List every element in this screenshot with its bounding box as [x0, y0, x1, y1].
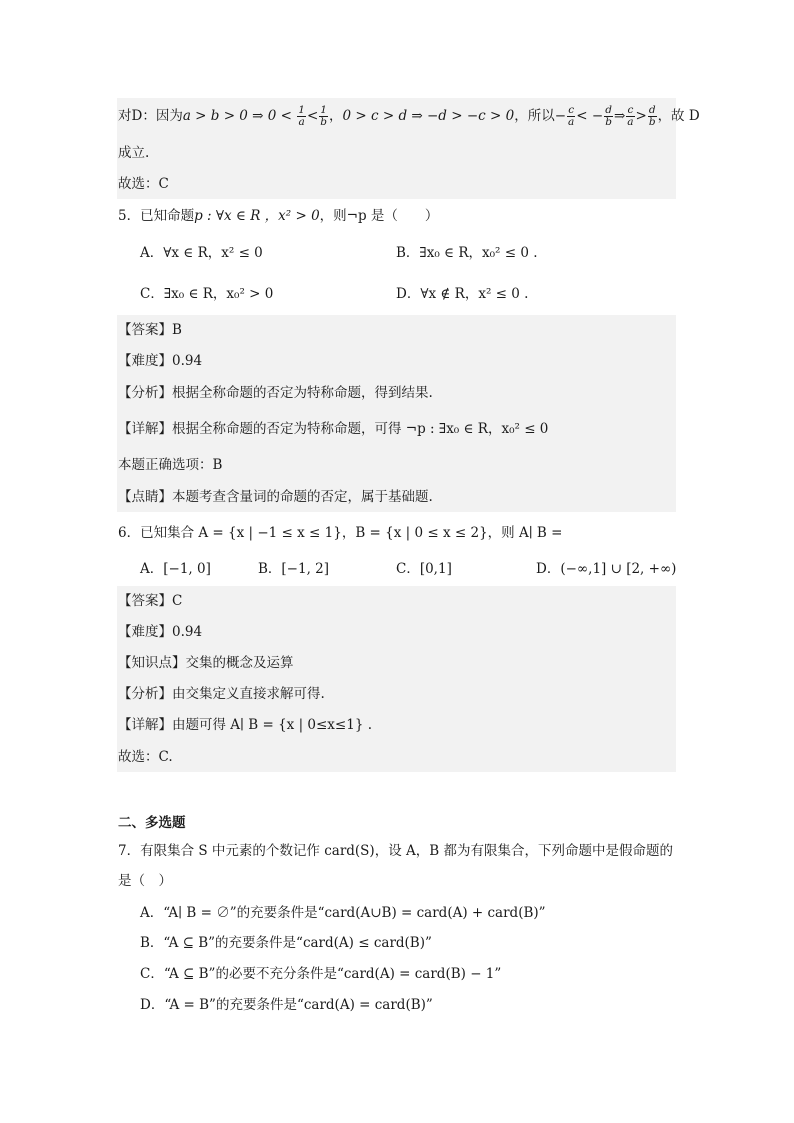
- math-expr: p : ∀x ∈ R ，x² > 0: [194, 208, 320, 224]
- fraction: $\frac{c}{a}$: [627, 104, 634, 128]
- question-7-stem-line2: 是（ ）: [118, 873, 172, 889]
- q7-option-d: D．“A = B”的充要条件是“card(A) = card(B)”: [140, 997, 433, 1013]
- math-expr: 0 > c > d ⇒ −d > −c > 0: [342, 108, 515, 124]
- q5-option-c: C．∃x₀ ∈ R，x₀² > 0: [140, 286, 274, 302]
- math-op: >: [635, 108, 647, 124]
- q6-difficulty: 【难度】0.94: [118, 624, 203, 640]
- text: 5．已知命题: [118, 208, 195, 224]
- text: ，: [329, 108, 343, 124]
- math-op: ⇒: [613, 108, 626, 124]
- fraction: $\frac{1}{b}$: [320, 104, 328, 128]
- text: ，所以: [514, 108, 555, 124]
- solution-line-d: [118, 105, 700, 128]
- question-7-stem-line1: 7．有限集合 S 中元素的个数记作 card(S)，设 A，B 都为有限集合，下列命题中是假命题的: [118, 843, 673, 859]
- q5-correct-option: 本题正确选项：B: [118, 457, 223, 473]
- q6-conclusion: 故选：C.: [118, 749, 173, 765]
- q6-analysis: 【分析】由交集定义直接求解可得.: [118, 686, 325, 702]
- solution-line-2: 成立.: [118, 145, 150, 161]
- q6-option-c: C．[0,1]: [396, 561, 452, 577]
- q5-option-b: B．∃x₀ ∈ R，x₀² ≤ 0 .: [396, 245, 538, 261]
- q6-option-a: A．[−1, 0]: [140, 561, 211, 577]
- q5-solution-block: [117, 315, 676, 512]
- q7-option-b: B．“A ⊆ B”的充要条件是“card(A) ≤ card(B)”: [140, 935, 432, 951]
- math-op: <: [306, 108, 319, 124]
- q6-knowledge-point: 【知识点】交集的概念及运算: [118, 655, 294, 671]
- section-title: 二、多选题: [118, 815, 186, 831]
- q5-difficulty: 【难度】0.94: [118, 353, 203, 369]
- fraction: $\frac{d}{b}$: [648, 104, 656, 128]
- math-expr: a > b > 0 ⇒ 0 <: [182, 108, 292, 124]
- question-5-stem: [118, 206, 438, 226]
- text: ，则¬p 是（ ）: [319, 208, 439, 224]
- fraction: $\frac{d}{b}$: [605, 104, 612, 128]
- q5-comment: 【点睛】本题考查含量词的命题的否定，属于基础题.: [118, 489, 433, 505]
- math-op: < −: [576, 108, 604, 124]
- q6-detail: 【详解】由题可得 A∣ B = {x | 0≤x≤1} .: [118, 717, 372, 733]
- q5-analysis: 【分析】根据全称命题的否定为特称命题，得到结果.: [118, 385, 433, 401]
- q7-option-a: A．“A∣ B = ∅”的充要条件是“card(A∪B) = card(A) + card(B)”: [140, 905, 546, 921]
- fraction: $\frac{1}{a}$: [298, 104, 305, 128]
- text: ，故 D: [657, 108, 700, 124]
- q6-answer: 【答案】C: [118, 593, 183, 609]
- q7-option-c: C．“A ⊆ B”的必要不充分条件是“card(A) = card(B) − 1”: [140, 966, 502, 982]
- q6-option-d: D．(−∞,1] ∪ [2, +∞): [536, 561, 677, 577]
- solution-conclusion: 故选：C: [118, 176, 169, 192]
- q5-option-a: A．∀x ∈ R，x² ≤ 0: [140, 245, 263, 261]
- q5-detail: 【详解】根据全称命题的否定为特称命题，可得 ¬p : ∃x₀ ∈ R，x₀² ≤ 0: [118, 421, 549, 437]
- question-6-stem: 6．已知集合 A = {x | −1 ≤ x ≤ 1}，B = {x | 0 ≤ x ≤ 2}，则 A∣ B =: [118, 525, 563, 541]
- q5-option-d: D．∀x ∉ R，x² ≤ 0 .: [396, 286, 529, 302]
- q5-answer: 【答案】B: [118, 322, 182, 338]
- math-op: −: [554, 108, 567, 124]
- text: 对D：因为: [118, 108, 183, 124]
- fraction: $\frac{c}{a}$: [568, 104, 575, 128]
- q6-solution-block: [117, 586, 676, 772]
- q6-option-b: B．[−1, 2]: [258, 561, 330, 577]
